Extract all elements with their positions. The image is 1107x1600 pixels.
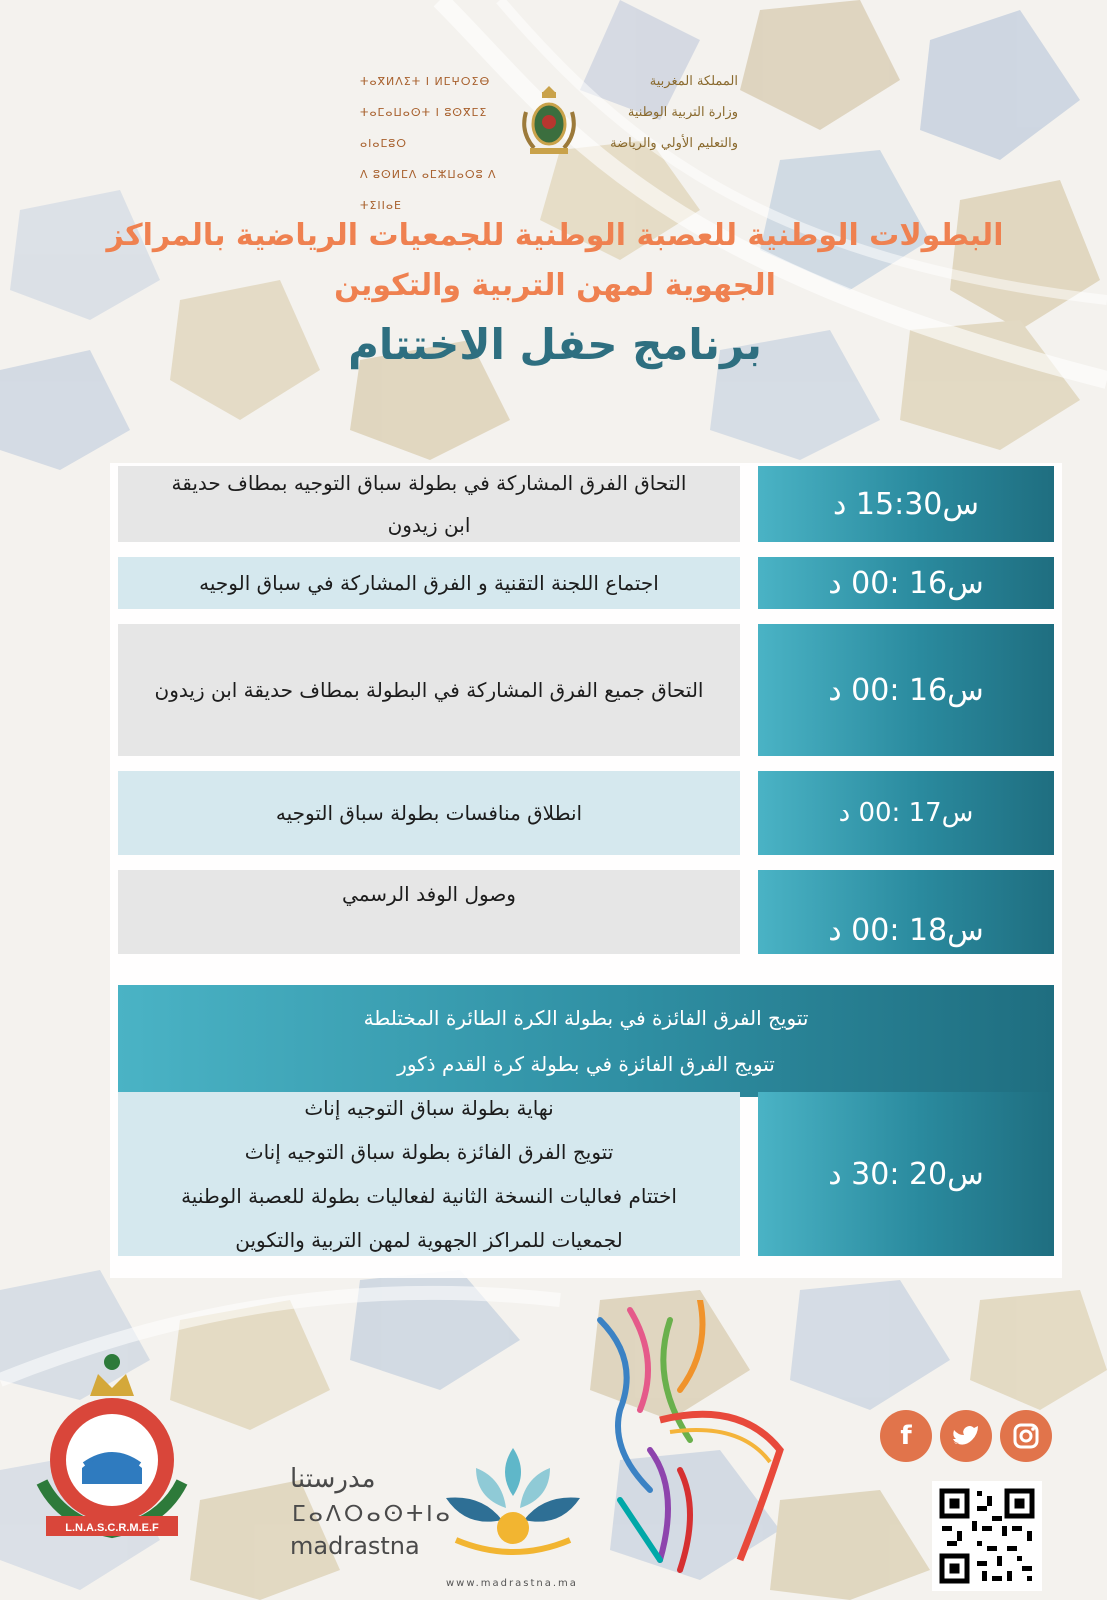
closing-line: نهاية بطولة سباق التوجيه إناث: [304, 1096, 554, 1120]
schedule-row: [118, 466, 1054, 542]
schedule-time: س20 :30 د: [758, 1092, 1054, 1256]
schedule-time: س16 :00 د: [758, 557, 1054, 609]
facebook-icon[interactable]: f: [880, 1410, 932, 1462]
ministry-tf-line2: ⵜⴰⵎⴰⵡⴰⵙⵜ ⵏ ⵓⵙⴳⵎⵉ ⴰⵏⴰⵎⵓⵔ: [360, 106, 488, 150]
schedule-description: انطلاق منافسات بطولة سباق التوجيه: [118, 771, 740, 855]
madrastna-tifinagh: ⵎⴰⴷⵔⴰⵙⵜⵏⴰ: [292, 1502, 453, 1527]
schedule-desc-line: التحاق الفرق المشاركة في بطولة سباق التوجيه بمطاف حديقة: [171, 471, 687, 495]
schedule-row: [118, 624, 1054, 756]
madrastna-latin: madrastna: [290, 1532, 420, 1560]
ministry-name-arabic: [588, 66, 738, 159]
schedule-description: التحاق جميع الفرق المشاركة في البطولة بمطاف حديقة ابن زيدون: [118, 624, 740, 756]
schedule-time: س16 :00 د: [758, 624, 1054, 756]
ministry-tf-line3: ⴷ ⵓⵙⵍⵎⴷ ⴰⵎⵣⵡⴰⵔⵓ ⴷ ⵜⵉⵏⵏⴰⴹ: [360, 168, 497, 212]
event-title-line2: الجهوية لمهن التربية والتكوين: [334, 268, 776, 303]
instagram-glyph: [1012, 1422, 1040, 1450]
schedule-row: [118, 870, 1054, 954]
ministry-ar-line1: المملكة المغربية: [649, 74, 738, 89]
ministry-tf-line1: ⵜⴰⴳⵍⴷⵉⵜ ⵏ ⵍⵎⵖⵔⵉⴱ: [360, 75, 491, 88]
closing-line: تتويج الفرق الفائزة بطولة سباق التوجيه إناث: [244, 1140, 614, 1164]
closing-line: اختتام فعاليات النسخة الثانية لفعاليات بطولة للعصبة الوطنية: [181, 1184, 677, 1208]
schedule-time: س18 :00 د: [758, 870, 1054, 954]
schedule-description: [118, 1092, 740, 1256]
schedule-row: [118, 557, 1054, 609]
sports-figures-illustration: [560, 1300, 800, 1590]
instagram-icon[interactable]: [1000, 1410, 1052, 1462]
schedule-desc-line: ابن زيدون: [387, 513, 471, 537]
schedule-description: اجتماع اللجنة التقنية و الفرق المشاركة في سباق الوجيه: [118, 557, 740, 609]
ministry-ar-line3: والتعليم الأولي والرياضة: [610, 136, 738, 151]
closing-line: لجمعيات للمراكز الجهوية لمهن التربية والتكوين: [235, 1228, 623, 1252]
ministry-header: [0, 60, 1107, 212]
league-badge-logo: [24, 1350, 200, 1545]
program-title: برنامج حفل الاختتام: [348, 320, 762, 369]
schedule-time: س17 :00 د: [758, 771, 1054, 855]
schedule-description: وصول الوفد الرسمي: [118, 870, 740, 954]
madrastna-arabic: مدرستنا: [290, 1464, 376, 1494]
awards-line: تتويج الفرق الفائزة في بطولة كرة القدم ذكور: [397, 1052, 775, 1076]
schedule-description: [118, 466, 740, 542]
moroccan-coat-of-arms-icon: [518, 82, 580, 156]
twitter-bird-shape: [952, 1424, 980, 1448]
twitter-icon[interactable]: [940, 1410, 992, 1462]
league-badge-text: L.N.A.S.C.R.M.E.F: [65, 1522, 159, 1534]
ministry-ar-line2: وزارة التربية الوطنية: [627, 105, 738, 120]
qr-code-icon[interactable]: [932, 1481, 1042, 1591]
ministry-name-tifinagh: [360, 66, 520, 221]
madrastna-website: www.madrastna.ma: [446, 1578, 578, 1589]
awards-row: [118, 985, 1054, 1097]
qr-code-pattern: [932, 1481, 1042, 1591]
schedule-row-closing: [118, 1092, 1054, 1256]
event-title-line1: البطولات الوطنية للعصبة الوطنية للجمعيات الرياضية بالمراكز: [106, 218, 1004, 253]
awards-line: تتويج الفرق الفائزة في بطولة الكرة الطائرة المختلطة: [363, 1006, 809, 1030]
schedule-time: س15:30 د: [758, 466, 1054, 542]
schedule-row: [118, 771, 1054, 855]
